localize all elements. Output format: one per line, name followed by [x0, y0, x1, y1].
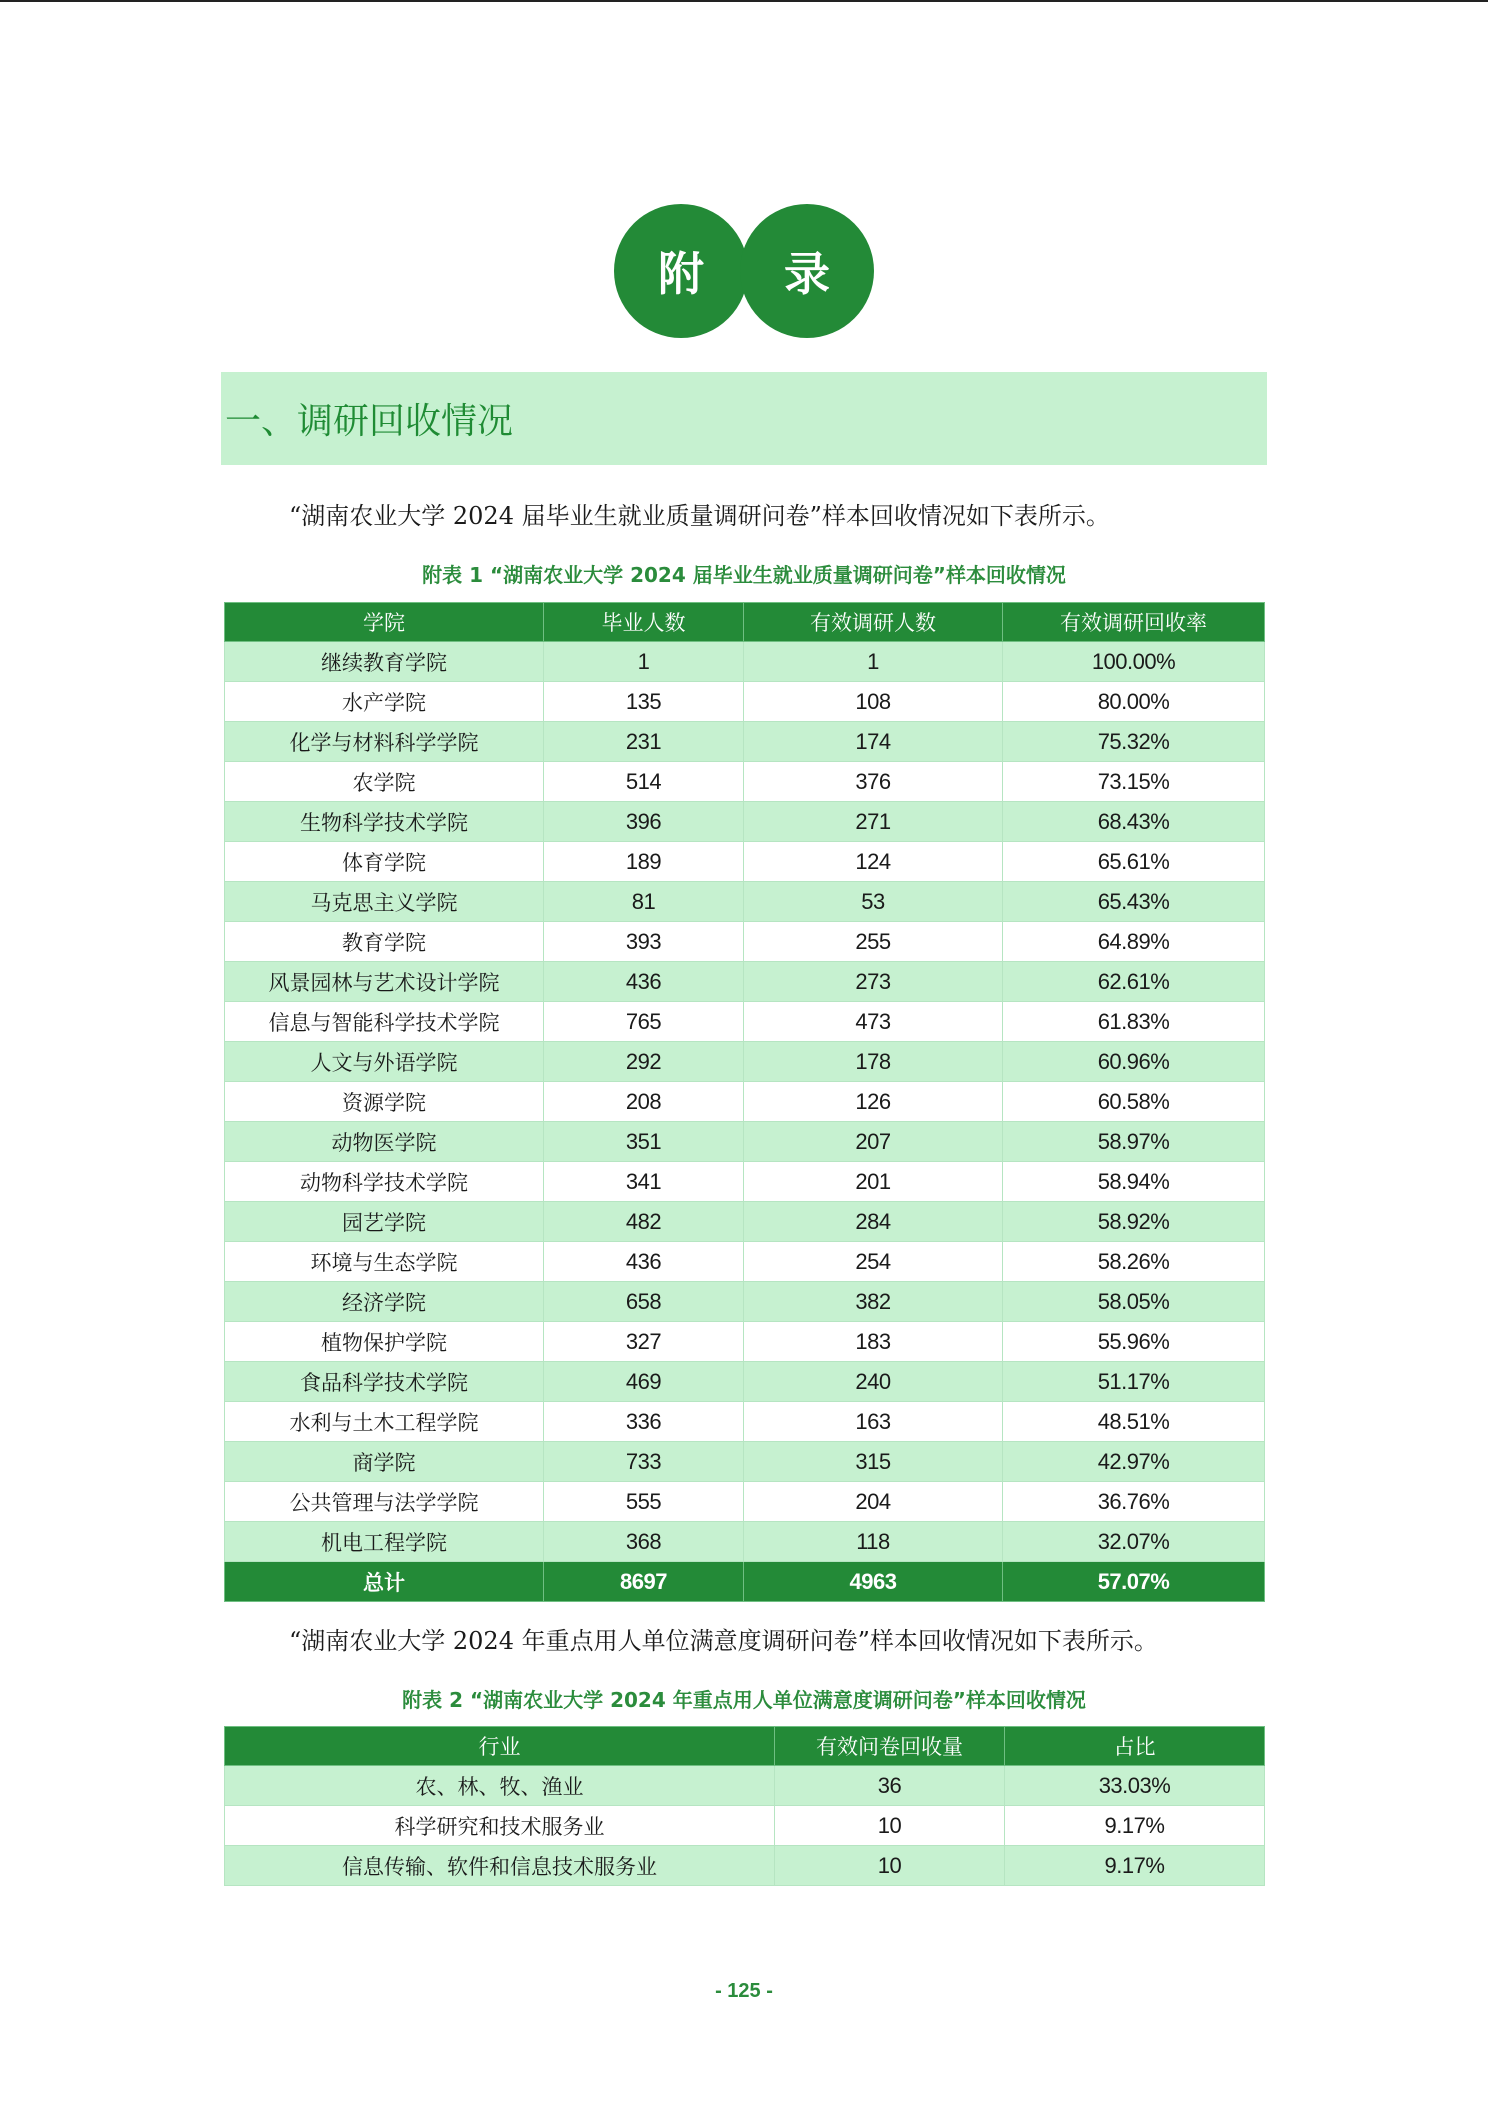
- row-label-cell: 继续教育学院: [225, 642, 544, 682]
- value-cell: 733: [544, 1442, 744, 1482]
- value-cell: 64.89%: [1003, 922, 1265, 962]
- table2-caption: 附表 2 “湖南农业大学 2024 年重点用人单位满意度调研问卷”样本回收情况: [402, 1688, 1086, 1712]
- value-cell: 208: [544, 1082, 744, 1122]
- value-cell: 42.97%: [1003, 1442, 1265, 1482]
- total-value-cell: 4963: [744, 1562, 1003, 1602]
- value-cell: 382: [744, 1282, 1003, 1322]
- value-cell: 65.61%: [1003, 842, 1265, 882]
- value-cell: 100.00%: [1003, 642, 1265, 682]
- table-row: [225, 762, 1265, 802]
- row-label-cell: 化学与材料科学学院: [225, 722, 544, 762]
- table-row: [225, 1322, 1265, 1362]
- row-label-cell: 资源学院: [225, 1082, 544, 1122]
- row-label-cell: 信息与智能科学技术学院: [225, 1002, 544, 1042]
- value-cell: 336: [544, 1402, 744, 1442]
- table-row: [225, 1522, 1265, 1562]
- table-row: [225, 1002, 1265, 1042]
- value-cell: 178: [744, 1042, 1003, 1082]
- total-label-cell: 总计: [225, 1562, 544, 1602]
- value-cell: 68.43%: [1003, 802, 1265, 842]
- table-row: [225, 1282, 1265, 1322]
- value-cell: 81: [544, 882, 744, 922]
- value-cell: 58.97%: [1003, 1122, 1265, 1162]
- value-cell: 65.43%: [1003, 882, 1265, 922]
- table-row: [225, 642, 1265, 682]
- value-cell: 9.17%: [1005, 1846, 1265, 1886]
- table1-header-row: [225, 603, 1265, 642]
- value-cell: 80.00%: [1003, 682, 1265, 722]
- row-label-cell: 动物科学技术学院: [225, 1162, 544, 1202]
- row-label-cell: 风景园林与艺术设计学院: [225, 962, 544, 1002]
- section-header-bar: [221, 372, 1267, 465]
- value-cell: 482: [544, 1202, 744, 1242]
- value-cell: 73.15%: [1003, 762, 1265, 802]
- table1-header-cell: 学院: [225, 603, 544, 642]
- value-cell: 48.51%: [1003, 1402, 1265, 1442]
- row-label-cell: 生物科学技术学院: [225, 802, 544, 842]
- appendix-circle-2: 录: [740, 204, 874, 338]
- row-label-cell: 园艺学院: [225, 1202, 544, 1242]
- table-row: [225, 1202, 1265, 1242]
- table-row: [225, 1122, 1265, 1162]
- value-cell: 58.05%: [1003, 1282, 1265, 1322]
- value-cell: 55.96%: [1003, 1322, 1265, 1362]
- value-cell: 174: [744, 722, 1003, 762]
- value-cell: 108: [744, 682, 1003, 722]
- table-row: [225, 1482, 1265, 1522]
- row-label-cell: 环境与生态学院: [225, 1242, 544, 1282]
- row-label-cell: 农学院: [225, 762, 544, 802]
- value-cell: 126: [744, 1082, 1003, 1122]
- table-row: [225, 922, 1265, 962]
- value-cell: 396: [544, 802, 744, 842]
- page-number: - 125 -: [715, 1980, 773, 2002]
- row-label-cell: 教育学院: [225, 922, 544, 962]
- value-cell: 368: [544, 1522, 744, 1562]
- table-row: [225, 842, 1265, 882]
- row-label-cell: 植物保护学院: [225, 1322, 544, 1362]
- value-cell: 469: [544, 1362, 744, 1402]
- table-row: [225, 682, 1265, 722]
- graduate-survey-table: [224, 602, 1265, 1602]
- value-cell: 473: [744, 1002, 1003, 1042]
- value-cell: 436: [544, 1242, 744, 1282]
- value-cell: 189: [544, 842, 744, 882]
- row-label-cell: 农、林、牧、渔业: [225, 1766, 775, 1806]
- row-label-cell: 公共管理与法学学院: [225, 1482, 544, 1522]
- row-label-cell: 商学院: [225, 1442, 544, 1482]
- value-cell: 58.26%: [1003, 1242, 1265, 1282]
- value-cell: 36.76%: [1003, 1482, 1265, 1522]
- top-border-line: [0, 0, 1488, 2]
- table2-header-row: [225, 1727, 1265, 1766]
- value-cell: 135: [544, 682, 744, 722]
- value-cell: 765: [544, 1002, 744, 1042]
- row-label-cell: 信息传输、软件和信息技术服务业: [225, 1846, 775, 1886]
- value-cell: 10: [775, 1846, 1005, 1886]
- table-row: [225, 1846, 1265, 1886]
- row-label-cell: 水产学院: [225, 682, 544, 722]
- employer-survey-table: [224, 1726, 1265, 1886]
- table2-header-cell: 行业: [225, 1727, 775, 1766]
- value-cell: 292: [544, 1042, 744, 1082]
- value-cell: 658: [544, 1282, 744, 1322]
- table2-header-cell: 占比: [1005, 1727, 1265, 1766]
- total-value-cell: 57.07%: [1003, 1562, 1265, 1602]
- row-label-cell: 体育学院: [225, 842, 544, 882]
- value-cell: 36: [775, 1766, 1005, 1806]
- value-cell: 327: [544, 1322, 744, 1362]
- value-cell: 255: [744, 922, 1003, 962]
- value-cell: 436: [544, 962, 744, 1002]
- table-row: [225, 962, 1265, 1002]
- value-cell: 32.07%: [1003, 1522, 1265, 1562]
- row-label-cell: 机电工程学院: [225, 1522, 544, 1562]
- value-cell: 240: [744, 1362, 1003, 1402]
- intro-paragraph-1: “湖南农业大学 2024 届毕业生就业质量调研问卷”样本回收情况如下表所示。: [289, 502, 1110, 530]
- table-row: [225, 1442, 1265, 1482]
- table1-header-cell: 毕业人数: [544, 603, 744, 642]
- value-cell: 555: [544, 1482, 744, 1522]
- total-value-cell: 8697: [544, 1562, 744, 1602]
- value-cell: 393: [544, 922, 744, 962]
- value-cell: 53: [744, 882, 1003, 922]
- table-row: [225, 1162, 1265, 1202]
- table-row: [225, 1042, 1265, 1082]
- value-cell: 10: [775, 1806, 1005, 1846]
- row-label-cell: 马克思主义学院: [225, 882, 544, 922]
- table-row: [225, 722, 1265, 762]
- table2-header-cell: 有效问卷回收量: [775, 1727, 1005, 1766]
- value-cell: 273: [744, 962, 1003, 1002]
- value-cell: 271: [744, 802, 1003, 842]
- table1-caption: 附表 1 “湖南农业大学 2024 届毕业生就业质量调研问卷”样本回收情况: [422, 563, 1066, 587]
- value-cell: 163: [744, 1402, 1003, 1442]
- value-cell: 9.17%: [1005, 1806, 1265, 1846]
- value-cell: 75.32%: [1003, 722, 1265, 762]
- value-cell: 51.17%: [1003, 1362, 1265, 1402]
- table1-header-cell: 有效调研人数: [744, 603, 1003, 642]
- value-cell: 514: [544, 762, 744, 802]
- total-row: [225, 1562, 1265, 1602]
- value-cell: 341: [544, 1162, 744, 1202]
- table-row: [225, 1402, 1265, 1442]
- value-cell: 204: [744, 1482, 1003, 1522]
- table-row: [225, 1242, 1265, 1282]
- value-cell: 60.96%: [1003, 1042, 1265, 1082]
- value-cell: 61.83%: [1003, 1002, 1265, 1042]
- value-cell: 351: [544, 1122, 744, 1162]
- value-cell: 58.94%: [1003, 1162, 1265, 1202]
- value-cell: 60.58%: [1003, 1082, 1265, 1122]
- value-cell: 33.03%: [1005, 1766, 1265, 1806]
- table-row: [225, 882, 1265, 922]
- value-cell: 183: [744, 1322, 1003, 1362]
- table-row: [225, 802, 1265, 842]
- table-row: [225, 1362, 1265, 1402]
- row-label-cell: 经济学院: [225, 1282, 544, 1322]
- value-cell: 231: [544, 722, 744, 762]
- table-row: [225, 1806, 1265, 1846]
- value-cell: 284: [744, 1202, 1003, 1242]
- appendix-circle-1: 附: [614, 204, 748, 338]
- row-label-cell: 科学研究和技术服务业: [225, 1806, 775, 1846]
- value-cell: 376: [744, 762, 1003, 802]
- value-cell: 1: [544, 642, 744, 682]
- value-cell: 315: [744, 1442, 1003, 1482]
- intro-paragraph-2: “湖南农业大学 2024 年重点用人单位满意度调研问卷”样本回收情况如下表所示。: [289, 1627, 1158, 1655]
- value-cell: 118: [744, 1522, 1003, 1562]
- value-cell: 201: [744, 1162, 1003, 1202]
- table-row: [225, 1082, 1265, 1122]
- row-label-cell: 动物医学院: [225, 1122, 544, 1162]
- value-cell: 58.92%: [1003, 1202, 1265, 1242]
- row-label-cell: 人文与外语学院: [225, 1042, 544, 1082]
- table-row: [225, 1766, 1265, 1806]
- table1-header-cell: 有效调研回收率: [1003, 603, 1265, 642]
- value-cell: 124: [744, 842, 1003, 882]
- row-label-cell: 食品科学技术学院: [225, 1362, 544, 1402]
- value-cell: 207: [744, 1122, 1003, 1162]
- value-cell: 62.61%: [1003, 962, 1265, 1002]
- value-cell: 1: [744, 642, 1003, 682]
- row-label-cell: 水利与土木工程学院: [225, 1402, 544, 1442]
- section-title: 一、调研回收情况: [225, 401, 514, 442]
- value-cell: 254: [744, 1242, 1003, 1282]
